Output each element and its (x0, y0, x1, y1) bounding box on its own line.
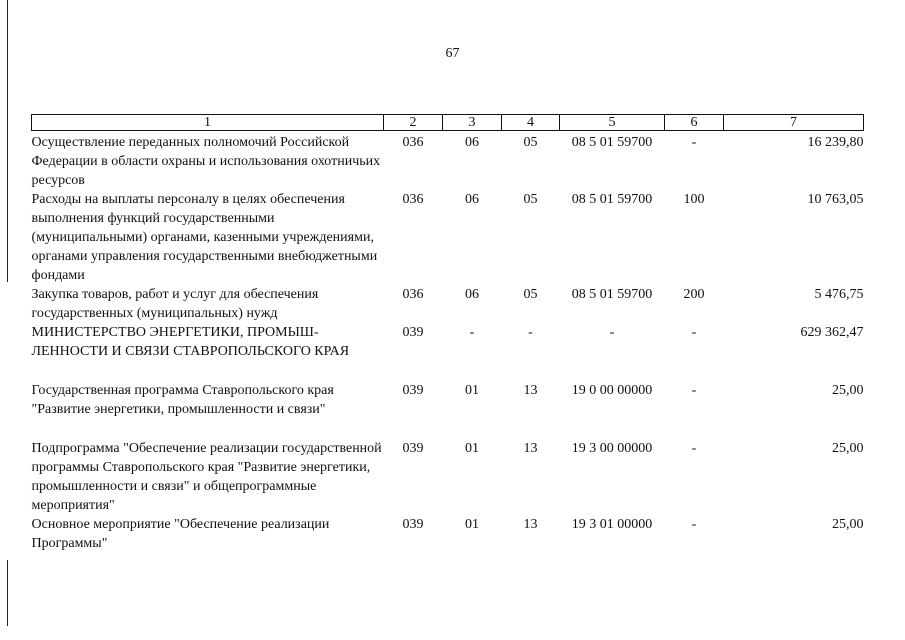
row-name: Расходы на выплаты персоналу в целях обеспечения выполнения функций государственными (муниципальными) органами, казенными учреждениями, органами управления государственными внебюджетными фондами (31, 192, 378, 283)
row-amount: 16 239,80 (807, 135, 864, 150)
row-ministry-code: 036 (402, 287, 424, 302)
row-expense-type: 100 (683, 192, 705, 207)
row-amount: 25,00 (832, 383, 864, 398)
row-name: Осуществление переданных полномочий Российской Федерации в области охраны и использования охотничьих ресурсов (31, 135, 381, 188)
row-expense-type: - (691, 325, 697, 340)
row-section: 01 (465, 517, 479, 532)
table-row (32, 381, 864, 439)
row-subsection: 13 (523, 441, 538, 456)
row-expense-type: 200 (683, 287, 705, 302)
row-ministry-code: 039 (402, 383, 424, 398)
row-section: 06 (465, 192, 479, 207)
row-target-article: 19 3 00 00000 (571, 441, 653, 456)
column-header: 1 (32, 115, 384, 131)
budget-table (31, 114, 864, 553)
row-amount: 25,00 (832, 517, 864, 532)
column-header: 2 (384, 115, 443, 131)
row-subsection: 05 (523, 192, 538, 207)
table-row (32, 190, 864, 285)
column-header: 3 (443, 115, 502, 131)
column-header: 4 (502, 115, 560, 131)
table-row (32, 285, 864, 323)
row-subsection: 13 (523, 517, 538, 532)
column-header: 5 (560, 115, 665, 131)
row-ministry-code: 036 (402, 135, 424, 150)
row-target-article: 08 5 01 59700 (571, 135, 653, 150)
row-name: Подпрограмма "Обеспечение реализации государственной программы Ставропольского края "Развитие энергетики, промышленности и связи" и общепрограммные мероприятия" (31, 441, 382, 513)
margin-line-top (7, 0, 8, 282)
row-section: 06 (465, 287, 479, 302)
table-row (32, 515, 864, 553)
row-subsection: 05 (523, 135, 538, 150)
row-amount: 25,00 (832, 441, 864, 456)
row-name: Закупка товаров, работ и услуг для обеспечения государственных (муниципальных) нужд (31, 287, 319, 321)
row-target-article: 19 3 01 00000 (571, 517, 653, 532)
row-target-article: 08 5 01 59700 (571, 287, 653, 302)
table-header-row (32, 115, 864, 131)
column-header: 7 (724, 115, 864, 131)
row-expense-type: - (691, 135, 697, 150)
table-row (32, 439, 864, 515)
column-header: 6 (665, 115, 724, 131)
row-subsection: 13 (523, 383, 538, 398)
row-subsection: 05 (523, 287, 538, 302)
row-target-article: - (609, 325, 615, 340)
row-target-article: 19 0 00 00000 (571, 383, 653, 398)
row-ministry-code: 039 (402, 441, 424, 456)
row-section: 01 (465, 441, 479, 456)
page-number: 67 (445, 46, 460, 61)
row-amount: 10 763,05 (807, 192, 864, 207)
row-target-article: 08 5 01 59700 (571, 192, 653, 207)
row-expense-type: - (691, 383, 697, 398)
row-name: МИНИСТЕРСТВО ЭНЕРГЕТИКИ, ПРОМЫШ-ЛЕННОСТИ И СВЯЗИ СТАВРОПОЛЬСКОГО КРАЯ (31, 325, 350, 359)
margin-line-bottom (7, 560, 8, 626)
row-amount: 629 362,47 (800, 325, 864, 340)
table-row (32, 323, 864, 381)
row-name: Государственная программа Ставропольского края "Развитие энергетики, промышленности и связи" (31, 383, 334, 417)
row-expense-type: - (691, 441, 697, 456)
table-row (32, 131, 864, 191)
row-section: - (469, 325, 475, 340)
row-ministry-code: 039 (402, 517, 424, 532)
row-subsection: - (528, 325, 533, 340)
row-name: Основное мероприятие "Обеспечение реализации Программы" (31, 517, 330, 551)
row-amount: 5 476,75 (814, 287, 864, 302)
row-section: 01 (465, 383, 479, 398)
row-ministry-code: 039 (402, 325, 424, 340)
row-section: 06 (465, 135, 479, 150)
row-ministry-code: 036 (402, 192, 424, 207)
row-expense-type: - (691, 517, 697, 532)
